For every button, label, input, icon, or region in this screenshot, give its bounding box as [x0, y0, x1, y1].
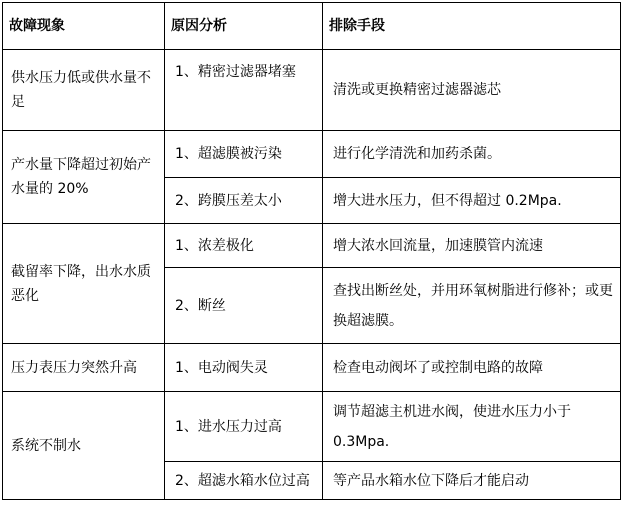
cause-cell: 1、超滤膜被污染	[165, 131, 323, 178]
remedy-cell: 增大进水压力，但不得超过 0.2Mpa.	[323, 178, 621, 224]
header-symptom: 故障现象	[3, 3, 165, 50]
header-remedy: 排除手段	[323, 3, 621, 50]
cause-cell: 2、断丝	[165, 268, 323, 344]
cause-cell: 1、浓差极化	[165, 224, 323, 268]
remedy-cell: 调节超滤主机进水阀，使进水压力小于 0.3Mpa.	[323, 392, 621, 462]
symptom-cell: 产水量下降超过初始产水量的 20%	[3, 131, 165, 224]
remedy-cell: 增大浓水回流量，加速膜管内流速	[323, 224, 621, 268]
cause-cell: 2、跨膜压差太小	[165, 178, 323, 224]
cause-cell: 1、电动阀失灵	[165, 344, 323, 392]
header-cause: 原因分析	[165, 3, 323, 50]
remedy-cell: 清洗或更换精密过滤器滤芯	[323, 50, 621, 131]
table-row	[3, 50, 621, 131]
table-row	[3, 344, 621, 392]
cause-cell: 1、进水压力过高	[165, 392, 323, 462]
table-row	[3, 224, 621, 268]
table-row	[3, 131, 621, 178]
table-row	[3, 392, 621, 462]
symptom-cell: 供水压力低或供水量不足	[3, 50, 165, 131]
symptom-cell: 截留率下降，出水水质恶化	[3, 224, 165, 344]
cause-cell: 2、超滤水箱水位过高	[165, 462, 323, 500]
symptom-cell: 系统不制水	[3, 392, 165, 500]
remedy-cell: 进行化学清洗和加药杀菌。	[323, 131, 621, 178]
remedy-cell: 查找出断丝处，并用环氧树脂进行修补；或更换超滤膜。	[323, 268, 621, 344]
remedy-cell: 等产品水箱水位下降后才能启动	[323, 462, 621, 500]
symptom-cell: 压力表压力突然升高	[3, 344, 165, 392]
cause-cell: 1、精密过滤器堵塞	[165, 50, 323, 131]
remedy-cell: 检查电动阀坏了或控制电路的故障	[323, 344, 621, 392]
fault-table-container	[2, 2, 621, 500]
header-row	[3, 3, 621, 50]
fault-table	[2, 2, 621, 500]
